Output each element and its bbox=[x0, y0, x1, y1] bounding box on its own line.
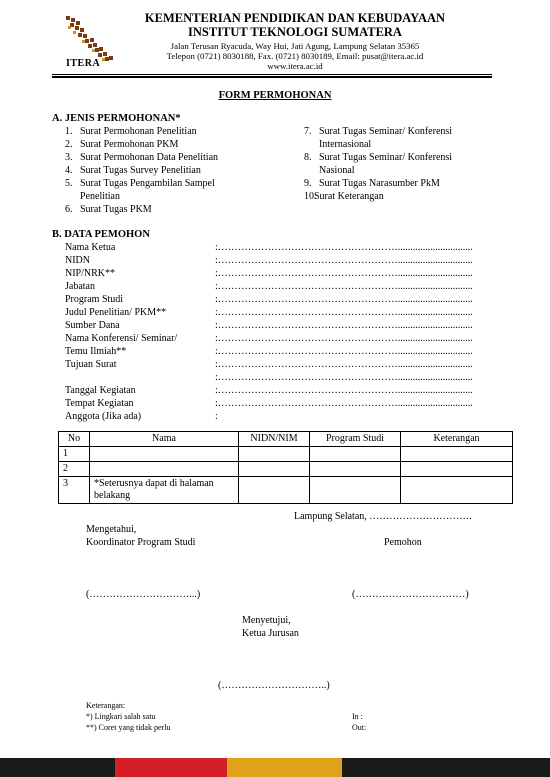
head-dept-signature-line[interactable]: (…………………………..) bbox=[218, 680, 330, 691]
footer-bar-black bbox=[0, 758, 115, 777]
field-input-line[interactable]: :……………………………………………….............................. bbox=[215, 294, 473, 305]
table-cell: 3 bbox=[59, 477, 90, 504]
field-label: Program Studi bbox=[65, 294, 124, 305]
col-no: No bbox=[59, 432, 90, 447]
list-item: 3. Surat Permohonan Data Penelitian bbox=[65, 152, 219, 163]
field-label: Jabatan bbox=[65, 281, 95, 292]
table-row bbox=[59, 447, 513, 462]
list-item: 2. Surat Permohonan PKM bbox=[65, 139, 179, 150]
list-item: 7. Surat Tugas Seminar/ Konferensi bbox=[304, 126, 453, 137]
header-divider-thick bbox=[52, 76, 492, 78]
field-input-line[interactable]: :……………………………………………….............................. bbox=[215, 385, 473, 396]
applicant-label: Pemohon bbox=[384, 537, 422, 548]
field-label: Tanggal Kegiatan bbox=[65, 385, 136, 396]
field-label: Sumber Dana bbox=[65, 320, 120, 331]
list-item-continuation: Internasional bbox=[319, 139, 372, 150]
field-input-line[interactable]: :……………………………………………….............................. bbox=[215, 242, 473, 253]
list-item: 5. Surat Tugas Pengambilan Sampel bbox=[65, 178, 215, 189]
field-input-line[interactable]: :……………………………………………….............................. bbox=[215, 372, 473, 383]
table-cell: *Seterusnya dapat di halaman belakang bbox=[90, 477, 239, 504]
col-prodi: Program Studi bbox=[310, 432, 401, 447]
field-input-line[interactable]: :……………………………………………….............................. bbox=[215, 346, 473, 357]
note-2: **) Coret yang tidak perlu bbox=[86, 723, 171, 732]
field-input-line[interactable]: :……………………………………………….............................. bbox=[215, 398, 473, 409]
field-input-line[interactable]: :……………………………………………….............................. bbox=[215, 359, 473, 370]
ministry-name: KEMENTERIAN PENDIDIKAN DAN KEBUDAYAAN bbox=[144, 11, 446, 25]
table-cell: 1 bbox=[59, 447, 90, 462]
members-table bbox=[58, 431, 513, 504]
list-item: 1. Surat Permohonan Penelitian bbox=[65, 126, 197, 137]
section-b-title: B. DATA PEMOHON bbox=[52, 229, 150, 240]
out-label: Out: bbox=[352, 723, 367, 732]
table-cell[interactable] bbox=[90, 462, 239, 477]
table-cell[interactable] bbox=[239, 477, 310, 504]
table-cell[interactable] bbox=[310, 462, 401, 477]
field-input-line[interactable]: :……………………………………………….............................. bbox=[215, 281, 473, 292]
col-nama: Nama bbox=[90, 432, 239, 447]
section-a-title: A. JENIS PERMOHONAN* bbox=[52, 113, 181, 124]
table-header-row bbox=[59, 432, 513, 447]
table-cell[interactable] bbox=[310, 447, 401, 462]
in-label: In : bbox=[352, 712, 363, 721]
contact: Telepon (0721) 8030188, Fax. (0721) 8030189, Email: pusat@itera.ac.id bbox=[166, 51, 424, 61]
table-cell[interactable] bbox=[401, 462, 513, 477]
field-label: NIP/NRK** bbox=[65, 268, 116, 279]
table-row bbox=[59, 477, 513, 504]
form-title: FORM PERMOHONAN bbox=[218, 90, 332, 101]
table-cell[interactable] bbox=[310, 477, 401, 504]
coordinator-label: Koordinator Program Studi bbox=[86, 537, 196, 548]
field-input-line[interactable]: :……………………………………………….............................. bbox=[215, 255, 473, 266]
table-cell[interactable] bbox=[239, 462, 310, 477]
institute-name: INSTITUT TEKNOLOGI SUMATERA bbox=[188, 25, 402, 39]
notes-title: Keterangan: bbox=[86, 701, 126, 710]
list-item: 8. Surat Tugas Seminar/ Konferensi bbox=[304, 152, 453, 163]
list-item: 9. Surat Tugas Narasumber PkM bbox=[304, 178, 440, 189]
table-row bbox=[59, 462, 513, 477]
acknowledged-label: Mengetahui, bbox=[86, 524, 137, 535]
list-item: 10.Surat Keterangan bbox=[304, 191, 384, 202]
header-divider bbox=[52, 74, 492, 75]
col-nidn: NIDN/NIM bbox=[239, 432, 310, 447]
field-label: Anggota (Jika ada) bbox=[65, 411, 142, 422]
table-cell[interactable] bbox=[401, 447, 513, 462]
list-item-continuation: Nasional bbox=[319, 165, 355, 176]
footer-bar-black-right bbox=[342, 758, 550, 777]
field-label: Tujuan Surat bbox=[65, 359, 117, 370]
table-cell[interactable] bbox=[239, 447, 310, 462]
approved-label: Menyetujui, bbox=[242, 615, 291, 626]
field-label: Judul Penelitian/ PKM** bbox=[65, 307, 167, 318]
footer-bar-gold bbox=[227, 758, 342, 777]
table-cell: 2 bbox=[59, 462, 90, 477]
field-label: Tempat Kegiatan bbox=[65, 398, 134, 409]
field-input-line[interactable]: :……………………………………………….............................. bbox=[215, 307, 473, 318]
col-keterangan: Keterangan bbox=[401, 432, 513, 447]
field-label: Nama Konferensi/ Seminar/ bbox=[65, 333, 178, 344]
applicant-signature-line[interactable]: (……………………………) bbox=[352, 589, 469, 600]
list-item-continuation: Penelitian bbox=[80, 191, 120, 202]
logo-text: ITERA bbox=[66, 58, 101, 69]
field-colon: : bbox=[215, 411, 218, 422]
table-cell[interactable] bbox=[401, 477, 513, 504]
list-item: 4. Surat Tugas Survey Penelitian bbox=[65, 165, 201, 176]
head-dept-label: Ketua Jurusan bbox=[242, 628, 299, 639]
field-input-line[interactable]: :……………………………………………….............................. bbox=[215, 333, 473, 344]
field-input-line[interactable]: :……………………………………………….............................. bbox=[215, 268, 473, 279]
field-label: Temu Ilmiah** bbox=[65, 346, 127, 357]
field-label: NIDN bbox=[65, 255, 90, 266]
coordinator-signature-line[interactable]: (…………………………...) bbox=[86, 589, 201, 600]
field-label: Nama Ketua bbox=[65, 242, 116, 253]
list-item: 6. Surat Tugas PKM bbox=[65, 204, 152, 215]
footer-bar-red bbox=[115, 758, 227, 777]
address: Jalan Terusan Ryacuda, Way Hui, Jati Agung, Lampung Selatan 35365 bbox=[170, 41, 420, 51]
note-1: *) Lingkari salah satu bbox=[86, 712, 156, 721]
website: www.itera.ac.id bbox=[267, 61, 323, 71]
place-date: Lampung Selatan, …………………………. bbox=[294, 511, 472, 522]
table-cell[interactable] bbox=[90, 447, 239, 462]
field-input-line[interactable]: :……………………………………………….............................. bbox=[215, 320, 473, 331]
